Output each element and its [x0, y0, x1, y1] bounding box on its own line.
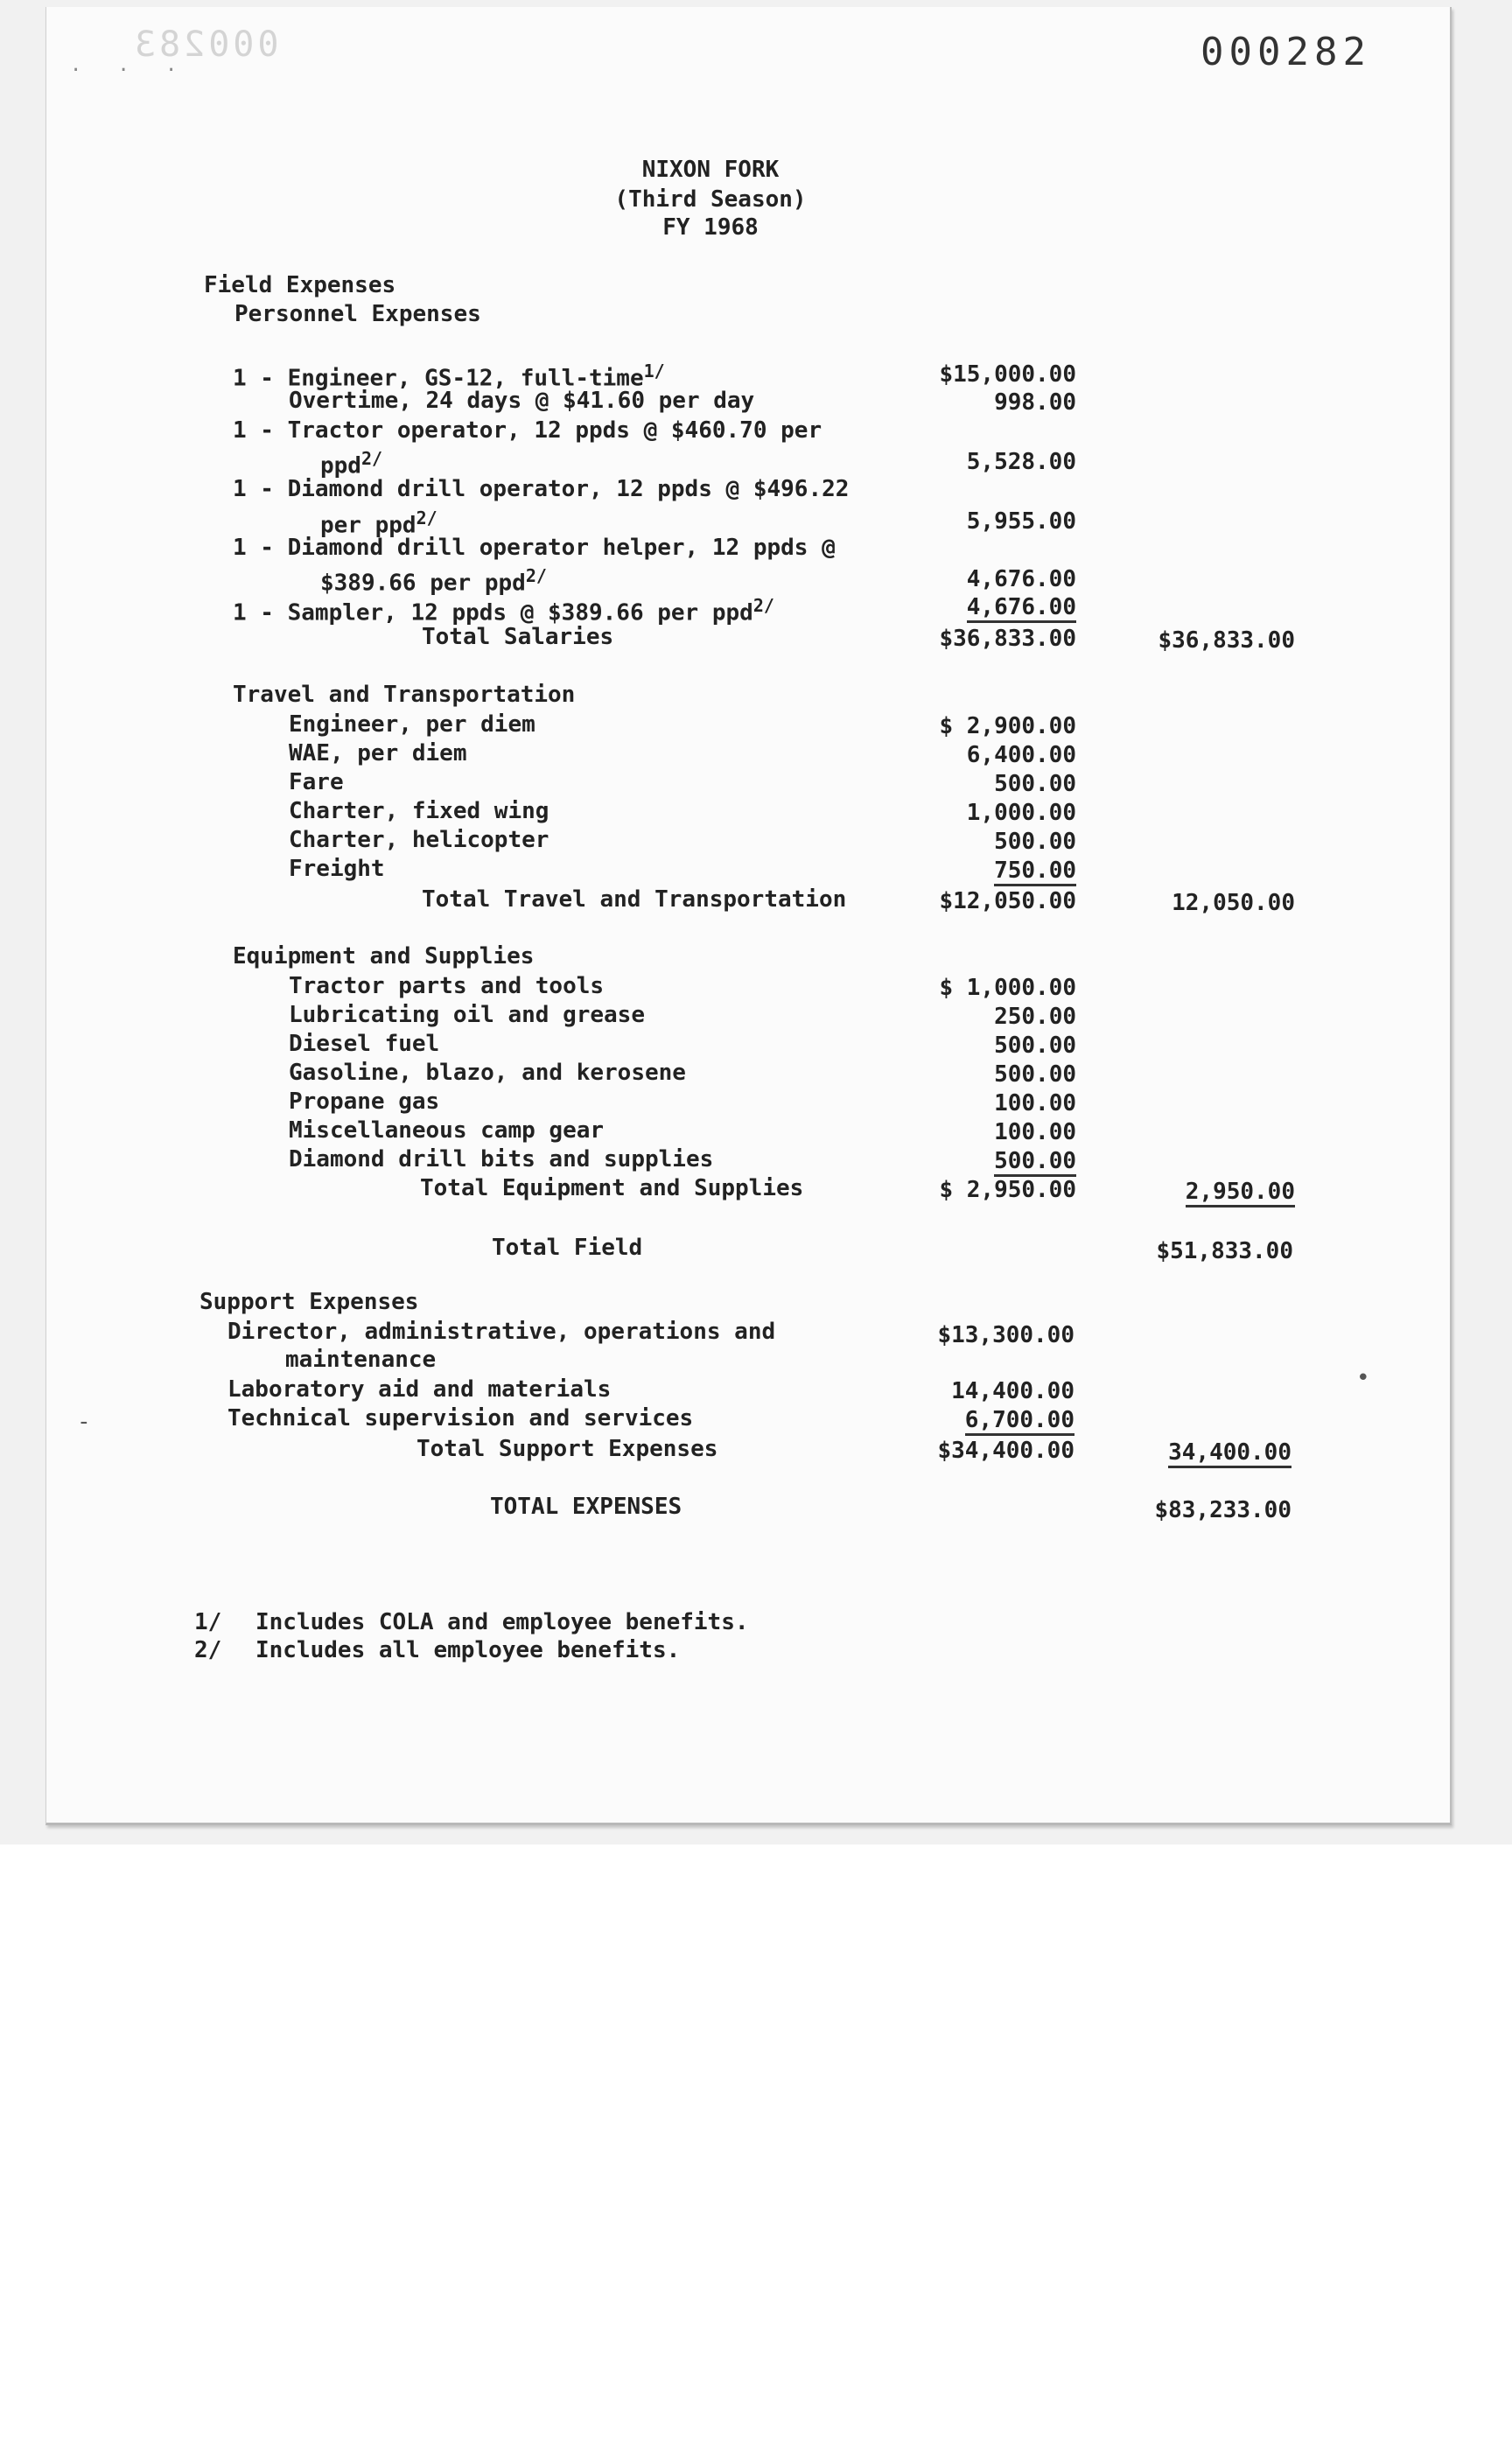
field-expenses-heading: Field Expenses: [204, 272, 396, 298]
personnel-line: 1 - Engineer, GS-12, full-time$^{1/}$: [233, 360, 665, 392]
footnote-mark: 2/: [194, 1637, 222, 1663]
equipment-item-amount: 500.00: [994, 1061, 1076, 1088]
support-item-amount: $13,300.00: [937, 1322, 1074, 1348]
equipment-item-label: Gasoline, blazo, and kerosene: [289, 1060, 686, 1086]
total-travel: $12,050.00: [939, 888, 1076, 914]
total-salaries: $36,833.00: [939, 626, 1076, 652]
support-heading: Support Expenses: [200, 1289, 419, 1315]
bleed-through-number: 000283: [131, 24, 279, 65]
equipment-item-amount: 500.00: [994, 1148, 1076, 1177]
equipment-item-label: Diesel fuel: [289, 1031, 440, 1057]
grand-total-label: TOTAL EXPENSES: [490, 1494, 682, 1520]
grand-total: $83,233.00: [1154, 1497, 1292, 1523]
equipment-item-amount: 100.00: [994, 1119, 1076, 1145]
equipment-item-label: Miscellaneous camp gear: [289, 1117, 605, 1144]
personnel-amount: 998.00: [994, 389, 1076, 416]
personnel-heading: Personnel Expenses: [234, 301, 481, 327]
personnel-amount: 4,676.00: [967, 594, 1076, 623]
scan-speck: -: [77, 1409, 91, 1435]
personnel-line: 1 - Tractor operator, 12 ppds @ $460.70 per: [233, 417, 822, 444]
travel-item-amount: 6,400.00: [966, 742, 1076, 768]
total-support-label: Total Support Expenses: [416, 1436, 718, 1462]
travel-item-label: WAE, per diem: [289, 740, 467, 766]
total-field: $51,833.00: [1156, 1238, 1293, 1264]
equipment-item-label: Tractor parts and tools: [289, 973, 605, 999]
scan-speck: •: [1356, 1365, 1370, 1391]
travel-item-label: Fare: [289, 769, 344, 795]
doc-title: NIXON FORK: [641, 157, 780, 183]
travel-item-amount: 500.00: [994, 829, 1076, 855]
travel-item-label: Freight: [289, 856, 385, 882]
travel-item-amount: $ 2,900.00: [939, 713, 1076, 739]
travel-item-label: Charter, helicopter: [289, 827, 550, 853]
doc-season: (Third Season): [614, 186, 807, 213]
total-equipment-label: Total Equipment and Supplies: [420, 1175, 804, 1201]
total-equipment-carry: 2,950.00: [1186, 1179, 1295, 1208]
doc-fiscal-year: FY 1968: [662, 214, 759, 241]
support-item-label: Technical supervision and services: [228, 1405, 694, 1432]
equipment-item-label: Diamond drill bits and supplies: [289, 1146, 714, 1172]
personnel-line: 1 - Diamond drill operator helper, 12 ppds @: [233, 535, 836, 561]
equipment-item-label: Lubricating oil and grease: [289, 1002, 645, 1028]
personnel-line-cont: $389.66 per ppd$^{2/}$: [320, 565, 547, 597]
travel-item-amount: 1,000.00: [966, 800, 1076, 826]
personnel-line: 1 - Diamond drill operator, 12 ppds @ $496.22: [233, 476, 850, 502]
personnel-amount: $15,000.00: [939, 361, 1076, 388]
total-travel-label: Total Travel and Transportation: [422, 886, 847, 913]
footnote-text: Includes COLA and employee benefits.: [256, 1609, 749, 1635]
travel-item-label: Engineer, per diem: [289, 711, 536, 738]
scan-specks: . . .: [70, 54, 190, 76]
personnel-amount: 4,676.00: [966, 566, 1076, 592]
personnel-amount: 5,955.00: [966, 508, 1076, 535]
travel-item-amount: 500.00: [994, 771, 1076, 797]
equipment-item-amount: 250.00: [994, 1004, 1076, 1030]
travel-item-label: Charter, fixed wing: [289, 798, 550, 824]
equipment-heading: Equipment and Supplies: [233, 943, 535, 970]
personnel-line-cont: per ppd$^{2/}$: [320, 508, 438, 539]
support-item-label-cont: maintenance: [285, 1347, 437, 1373]
equipment-item-label: Propane gas: [289, 1088, 440, 1115]
support-item-label: Laboratory aid and materials: [228, 1376, 612, 1403]
equipment-item-amount: 500.00: [994, 1032, 1076, 1059]
personnel-amount: 5,528.00: [966, 449, 1076, 475]
total-salaries-label: Total Salaries: [422, 624, 614, 650]
total-travel-carry: 12,050.00: [1172, 890, 1295, 916]
total-support: $34,400.00: [937, 1438, 1074, 1464]
support-item-amount: 6,700.00: [965, 1407, 1074, 1436]
document-number: 000282: [1200, 30, 1371, 74]
equipment-item-amount: $ 1,000.00: [939, 975, 1076, 1001]
footnote-mark: 1/: [194, 1609, 222, 1635]
personnel-line: 1 - Sampler, 12 ppds @ $389.66 per ppd$^{2/}$: [233, 595, 774, 626]
travel-heading: Travel and Transportation: [233, 682, 576, 708]
support-item-label: Director, administrative, operations and: [228, 1319, 776, 1345]
total-field-label: Total Field: [492, 1235, 643, 1261]
support-item-amount: 14,400.00: [951, 1378, 1074, 1404]
personnel-line-cont: ppd$^{2/}$: [320, 448, 383, 480]
personnel-line: Overtime, 24 days @ $41.60 per day: [289, 388, 755, 414]
equipment-item-amount: 100.00: [994, 1090, 1076, 1116]
total-equipment: $ 2,950.00: [939, 1177, 1076, 1203]
footnote-text: Includes all employee benefits.: [256, 1637, 681, 1663]
total-salaries-carry: $36,833.00: [1158, 627, 1295, 654]
travel-item-amount: 750.00: [994, 858, 1076, 886]
total-support-carry: 34,400.00: [1168, 1439, 1292, 1468]
